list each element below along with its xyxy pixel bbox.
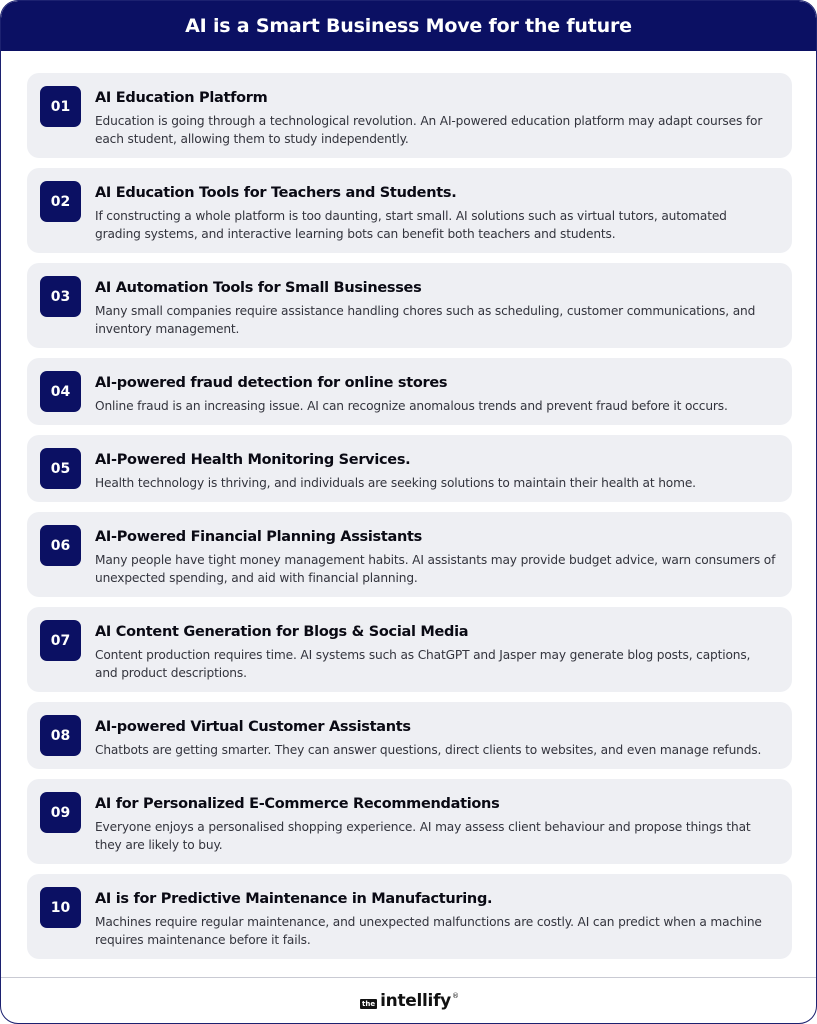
- item-title: AI Education Platform: [95, 90, 268, 106]
- item-description: Many people have tight money management habits. AI assistants may provide budget advice, warn consumers of unexpected spending, and aid with financial planning.: [95, 553, 776, 585]
- item-description: Health technology is thriving, and individuals are seeking solutions to maintain their health at home.: [95, 476, 696, 490]
- item-description: Online fraud is an increasing issue. AI can recognize anomalous trends and prevent fraud before it occurs.: [95, 399, 728, 413]
- logo-prefix: the: [362, 999, 376, 1008]
- number-badge: 09: [40, 792, 81, 833]
- item-description: Machines require regular maintenance, and unexpected malfunctions are costly. AI can predict when a machine requires maintenance before it fails.: [95, 915, 762, 947]
- number-badge: 07: [40, 620, 81, 661]
- item-description: Everyone enjoys a personalised shopping experience. AI may assess client behaviour and propose things that they are likely to buy.: [95, 820, 751, 852]
- footer-divider: [1, 977, 817, 978]
- item-description: Education is going through a technological revolution. An AI-powered education platform may adapt courses for each student, allowing them to study independently.: [95, 114, 763, 146]
- item-title: AI Education Tools for Teachers and Students.: [95, 185, 457, 201]
- number-badge: 04: [40, 371, 81, 412]
- item-title: AI Content Generation for Blogs & Social Media: [95, 624, 469, 640]
- list-item: [27, 263, 792, 348]
- footer-logo: [1, 987, 817, 1015]
- list-item: [27, 779, 792, 864]
- list-item: [27, 168, 792, 253]
- page-title: AI is a Smart Business Move for the future: [185, 15, 632, 37]
- list-item: [27, 607, 792, 692]
- registered-mark: ®: [451, 992, 459, 1000]
- item-list: [27, 73, 792, 969]
- item-description: Many small companies require assistance handling chores such as scheduling, customer communications, and inventory management.: [95, 304, 756, 336]
- list-item: [27, 512, 792, 597]
- item-description: Chatbots are getting smarter. They can answer questions, direct clients to websites, and even manage refunds.: [95, 743, 762, 757]
- item-description: Content production requires time. AI systems such as ChatGPT and Jasper may generate blog posts, captions, and product descriptions.: [95, 648, 751, 680]
- list-item: [27, 73, 792, 158]
- number-badge: 10: [40, 887, 81, 928]
- item-title: AI for Personalized E-Commerce Recommendations: [95, 796, 500, 812]
- number-badge: 08: [40, 715, 81, 756]
- item-title: AI-powered Virtual Customer Assistants: [95, 719, 411, 735]
- logo-name: intellify: [380, 991, 451, 1011]
- list-item: [27, 435, 792, 502]
- number-badge: 06: [40, 525, 81, 566]
- item-description: If constructing a whole platform is too daunting, start small. AI solutions such as virtual tutors, automated grading systems, and interactive learning bots can benefit both teachers and students.: [95, 209, 727, 241]
- item-title: AI-Powered Financial Planning Assistants: [95, 529, 422, 545]
- item-title: AI-powered fraud detection for online stores: [95, 375, 448, 391]
- item-title: AI Automation Tools for Small Businesses: [95, 280, 422, 296]
- header-bar: [1, 1, 816, 51]
- list-item: [27, 702, 792, 769]
- number-badge: 05: [40, 448, 81, 489]
- item-title: AI is for Predictive Maintenance in Manufacturing.: [95, 891, 493, 907]
- number-badge: 01: [40, 86, 81, 127]
- item-title: AI-Powered Health Monitoring Services.: [95, 452, 411, 468]
- number-badge: 03: [40, 276, 81, 317]
- list-item: [27, 358, 792, 425]
- list-item: [27, 874, 792, 959]
- number-badge: 02: [40, 181, 81, 222]
